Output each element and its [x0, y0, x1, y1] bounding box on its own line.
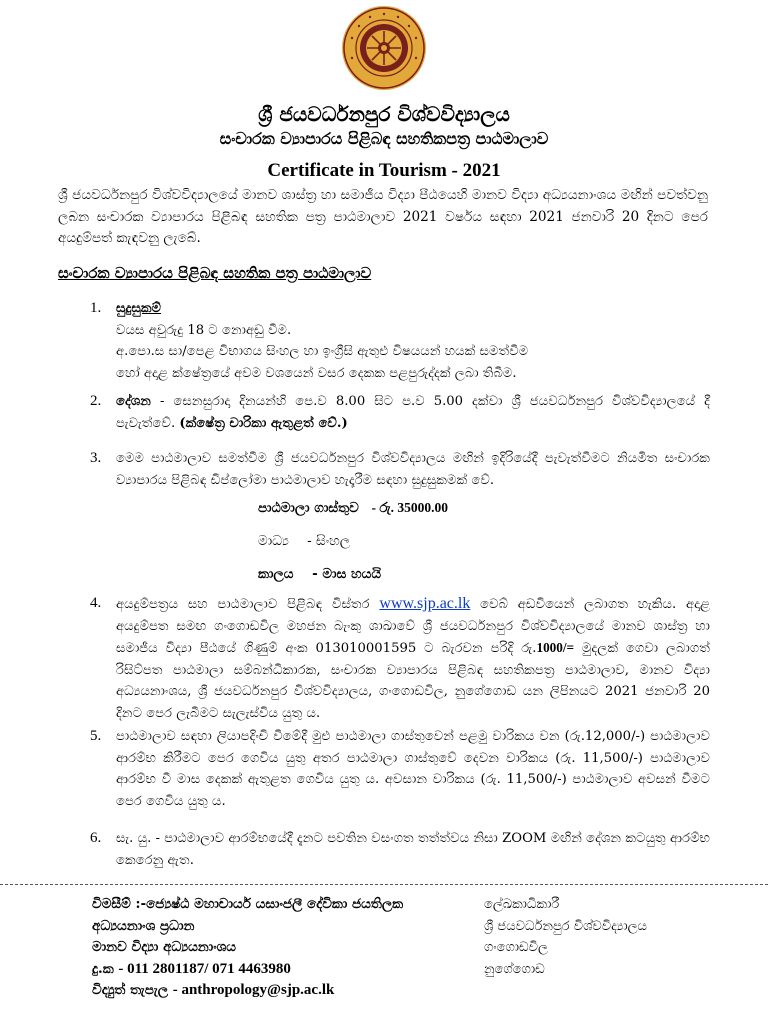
phone-label: දු.ක — [92, 960, 114, 977]
website-link[interactable]: www.sjp.ac.lk — [379, 595, 471, 612]
item-number: 1. — [90, 300, 102, 316]
medium-label: මාධ්‍ය — [258, 533, 289, 549]
lectures-field-visits: (ක්ෂේත්‍ර චාරිකා ඇතුළත් වේ.) — [179, 415, 348, 431]
application-text: අයදුම්පත්‍රය සහ පාඨමාලාව පිළිබඳ විස්තර — [116, 597, 370, 612]
application-text: මුදලක් ගෙවා ලබාගත් රිසිට්පත පාඨමාලා සම්බන්ධීකාරක, සංචාරක ව්‍යාපාරය පිළිබඳ සහතිකපත්‍ර පාඨමාලාව, මානව විද්‍යා අධ්‍යයනාංශය, ශ්‍රී ජයවර්ධනපුර විශ්වවිද්‍යාලය, ගංගොඩවිල, නුගේගොඩ යන ලිපිනයට 2021 ජනවාරි 20 දිනට පෙර ලැබීමට සැලැස්විය යුතු ය. — [116, 641, 710, 721]
course-fee — [258, 500, 448, 516]
item-zoom-note: සැ. යු. - පාඨමාලාව ආරම්භයේදී දැනට පවතින වසංගත තත්ත්වය නිසා ZOOM මඟින් දේශන කටයුතු ආරම්භ කෙරෙනු ඇත. — [116, 831, 710, 868]
fee-label: පාඨමාලා ගාස්තුව — [258, 500, 359, 516]
intro-paragraph: ශ්‍රී ජයවර්ධනපුර විශ්වවිද්‍යාලයේ මානව ශාස්ත්‍ර හා සමාජීය විද්‍යා පීඨයෙහි මානව විද්‍යා අධ්‍යයනාංශය මඟින් පවත්වනු ලබන සංචාරක ව්‍යාපාරය පිළිබඳ සහතික පත්‍ර පාඨමාලාව 2021 වර්ෂය සඳහා 2021 ජනවාරි 20 දිනට පෙර අයදුම්පත් කැඳවනු ලැබේ. — [58, 187, 708, 246]
duration-value: - මාස හයයි — [312, 566, 382, 582]
item-number: 3. — [90, 450, 102, 466]
item-application — [116, 593, 710, 724]
footer-divider — [0, 884, 768, 885]
phone-number: - 011 2801187/ 071 4463980 — [118, 960, 291, 977]
contact-email — [92, 980, 403, 1002]
course-duration — [258, 566, 381, 582]
medium-value: - සිංහල — [307, 533, 351, 549]
contact-phone — [92, 959, 403, 981]
application-text: වෙබ් අඩවියෙන් ලබාගත හැකිය. අදාළ අයදුම්පත සමඟ ගංගොඩවිල මහජන බැංකු ශාඛාවේ ශ්‍රී ජයවර්ධනපුර විශ්වවිද්‍යාලයේ මානව ශාස්ත්‍ර හා සමාජීය විද්‍යා පීඨයේ ගිණුම් අංක 013010001595 ට බැරවන පරිදි රු. — [116, 597, 711, 656]
footer-registrar-address — [484, 894, 647, 980]
contact-name: විමසීම් :-ජ්‍යෙෂ්ඨ මහාචාර්ය යසාංජලී දේවිකා ජයතිලක — [92, 896, 404, 912]
fee-amount: 1000/= — [536, 640, 575, 655]
contact-position: අධ්‍යයනාංශ ප්‍රධාන — [92, 917, 195, 934]
registrar-title: ලේඛකාධිකාරී — [484, 897, 560, 912]
qualification-line: හෝ අදාළ ක්ෂේත්‍රයේ අවම වශයෙන් වසර දෙකක පළපුරුද්දක් ලබා තිබීම. — [116, 365, 517, 381]
item-number: 4. — [90, 595, 102, 611]
course-medium — [258, 533, 350, 549]
section-title: සංචාරක ව්‍යාපාරය පිළිබඳ සහතික පත්‍ර පාඨමාලාව — [58, 264, 372, 282]
item-number: 5. — [90, 728, 102, 744]
qualification-line: අ.පො.ස සා/පෙළ විභාගය සිංහල හා ඉංග්‍රීසි ඇතුළු විෂයයන් හයක් සමත්වීම — [116, 344, 529, 359]
qualification-line: වයස අවුරුදු 18 ට නොඅඩු වීම. — [116, 322, 292, 338]
registrar-city: නුගේගොඩ — [484, 961, 545, 977]
registrar-university: ශ්‍රී ජයවර්ධනපුර විශ්වවිද්‍යාලය — [484, 918, 647, 934]
course-title-english: Certificate in Tourism - 2021 — [267, 160, 501, 181]
lectures-heading: දේශන — [116, 394, 151, 409]
item-lectures — [116, 391, 710, 434]
lectures-text: - සෙනසුරාදා දිනයන්හි පෙ.ව 8.00 සිට ප.ව 5.00 දක්වා ශ්‍රී ජයවර්ධනපුර විශ්වවිද්‍යාලයේ දී පැවැත්වේ. — [116, 394, 710, 431]
contact-department: මානව විද්‍යා අධ්‍යයනාංශය — [92, 939, 236, 955]
item-number: 2. — [90, 393, 102, 409]
duration-label: කාලය — [258, 566, 294, 582]
footer-contact — [92, 894, 403, 1002]
university-logo — [340, 4, 428, 92]
fee-value: - රු. 35000.00 — [371, 500, 449, 515]
qualifications-heading: සුදුසුකම් — [116, 301, 162, 316]
course-title-sinhala: සංචාරක ව්‍යාපාරය පිළිබඳ සහතිකපත්‍ර පාඨමාලාව — [219, 129, 549, 148]
item-number: 6. — [90, 830, 102, 846]
item-diploma-eligibility: මෙම පාඨමාලාව සමත්වීම ශ්‍රී ජයවර්ධනපුර විශ්වවිද්‍යාලය මඟින් ඉදිරියේදී පැවැත්වීමට නියමිත සංචාරක ව්‍යාපාරය පිළිබඳ ඩිප්ලෝමා පාඨමාලාව හැදෑරීම සඳහා සුදුසුකමක් වේ. — [116, 451, 710, 488]
item-installments: පාඨමාලාව සඳහා ලියාපදිංචි වීමේදී මුළු පාඨමාලා ගාස්තුවෙන් පළමු වාරිකය වන (රු.12,000/-) පාඨමාලාව ආරම්භ කිරීමට පෙර ගෙවිය යුතු අතර පාඨමාලා ගාස්තුවේ දෙවන වාරිකය (රු. 11,500/-) පාඨමාලාව ආරම්භ වී මාස දෙකක් ඇතුළත ගෙවිය යුතු ය. අවසාන වාරිකය (රු. 11,500/-) පාඨමාලාව අවසන් වීමට පෙර ගෙවිය යුතු ය. — [116, 729, 710, 809]
registrar-town: ගංගොඩවිල — [484, 940, 548, 955]
university-name: ශ්‍රී ජයවර්ධනපුර විශ්වවිද්‍යාලය — [258, 102, 510, 126]
email-label: විද්‍යුත් තැපැල — [92, 982, 169, 998]
item-qualifications — [116, 298, 710, 384]
email-address: - anthropology@sjp.ac.lk — [172, 982, 335, 998]
